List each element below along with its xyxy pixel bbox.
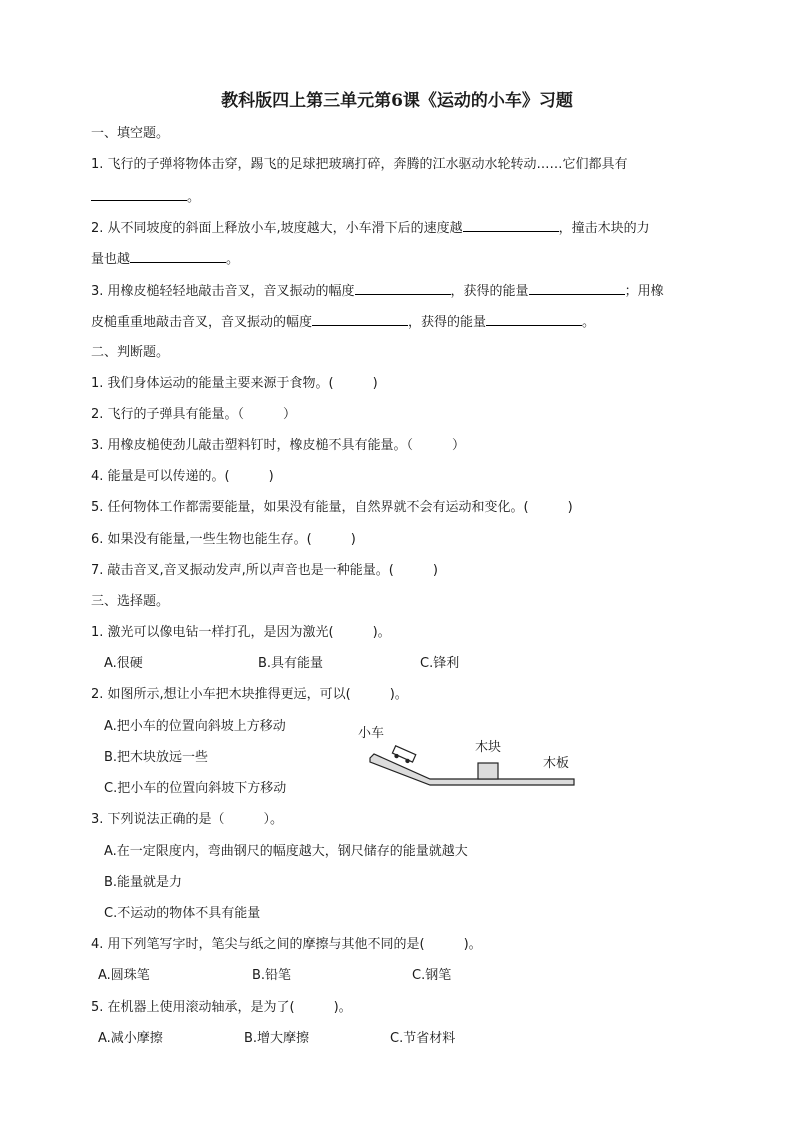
judge-item-4: 4. 能量是可以传递的。( ) xyxy=(91,469,274,484)
choice-q5-option-a[interactable]: A.减小摩擦 xyxy=(98,1031,163,1046)
answer-blank[interactable] xyxy=(91,187,187,201)
judge-item-2: 2. 飞行的子弹具有能量。（ ） xyxy=(91,407,297,422)
answer-blank[interactable] xyxy=(529,281,625,295)
choice-q5-option-b[interactable]: B.增大摩擦 xyxy=(244,1031,310,1046)
wood-block xyxy=(478,763,498,779)
judge-item-7: 7. 敲击音叉,音叉振动发声,所以声音也是一种能量。( ) xyxy=(91,563,438,578)
choice-q2-stem: 2. 如图所示,想让小车把木块推得更远，可以( )。 xyxy=(91,687,408,702)
choice-q1-option-c[interactable]: C.锋利 xyxy=(420,656,460,671)
choice-q3-option-b[interactable]: B.能量就是力 xyxy=(104,875,183,890)
toy-car xyxy=(391,746,416,765)
car-label: 小车 xyxy=(358,726,385,741)
ramp-diagram xyxy=(358,722,588,792)
section-heading-fill: 一、填空题。 xyxy=(91,126,170,141)
choice-q4-option-a[interactable]: A.圆珠笔 xyxy=(98,968,150,983)
choice-q5-option-c[interactable]: C.节省材料 xyxy=(390,1031,456,1046)
choice-q3-stem: 3. 下列说法正确的是（ ）。 xyxy=(91,812,284,827)
choice-q1-option-b[interactable]: B.具有能量 xyxy=(258,656,324,671)
choice-q3-option-a[interactable]: A.在一定限度内，弯曲钢尺的幅度越大，钢尺储存的能量就越大 xyxy=(104,844,468,859)
choice-q4-option-c[interactable]: C.钢笔 xyxy=(412,968,452,983)
choice-q2-option-c[interactable]: C.把小车的位置向斜坡下方移动 xyxy=(104,781,287,796)
block-label: 木块 xyxy=(475,740,502,755)
answer-blank[interactable] xyxy=(312,312,408,326)
choice-q4-option-b[interactable]: B.铅笔 xyxy=(252,968,292,983)
judge-item-6: 6. 如果没有能量,一些生物也能生存。( ) xyxy=(91,532,356,547)
judge-item-1: 1. 我们身体运动的能量主要来源于食物。( ) xyxy=(91,376,378,391)
fill-q1-line2: 。 xyxy=(91,187,200,207)
page-title: 教科版四上第三单元第6课《运动的小车》习题 xyxy=(221,91,573,111)
choice-q1-option-a[interactable]: A.很硬 xyxy=(104,656,143,671)
fill-q3-line2: 皮槌重重地敲击音叉，音叉振动的幅度 ，获得的能量 。 xyxy=(91,312,595,332)
choice-q1-stem: 1. 激光可以像电钻一样打孔，是因为激光( )。 xyxy=(91,625,391,640)
fill-q1-line1: 1. 飞行的子弹将物体击穿，踢飞的足球把玻璃打碎，奔腾的江水驱动水轮转动……它们都具有 xyxy=(91,157,628,172)
answer-blank[interactable] xyxy=(355,281,451,295)
fill-q3-line1: 3. 用橡皮槌轻轻地敲击音叉，音叉振动的幅度 ，获得的能量 ；用橡 xyxy=(91,281,664,301)
board-label: 木板 xyxy=(543,756,570,771)
judge-item-3: 3. 用橡皮槌使劲儿敲击塑料钉时，橡皮槌不具有能量。（ ） xyxy=(91,438,466,453)
section-heading-judge: 二、判断题。 xyxy=(91,345,170,360)
answer-blank[interactable] xyxy=(130,249,226,263)
choice-q5-stem: 5. 在机器上使用滚动轴承，是为了( )。 xyxy=(91,1000,352,1015)
answer-blank[interactable] xyxy=(463,218,559,232)
choice-q4-stem: 4. 用下列笔写字时，笔尖与纸之间的摩擦与其他不同的是( )。 xyxy=(91,937,482,952)
choice-q3-option-c[interactable]: C.不运动的物体不具有能量 xyxy=(104,906,261,921)
fill-q2-line1: 2. 从不同坡度的斜面上释放小车,坡度越大，小车滑下后的速度越 ，撞击木块的力 xyxy=(91,218,650,238)
choice-q2-option-a[interactable]: A.把小车的位置向斜坡上方移动 xyxy=(104,719,286,734)
answer-blank[interactable] xyxy=(486,312,582,326)
judge-item-5: 5. 任何物体工作都需要能量，如果没有能量，自然界就不会有运动和变化。( ) xyxy=(91,500,573,515)
choice-q2-option-b[interactable]: B.把木块放远一些 xyxy=(104,750,209,765)
section-heading-choice: 三、选择题。 xyxy=(91,594,170,609)
fill-q2-line2: 量也越 。 xyxy=(91,249,239,269)
